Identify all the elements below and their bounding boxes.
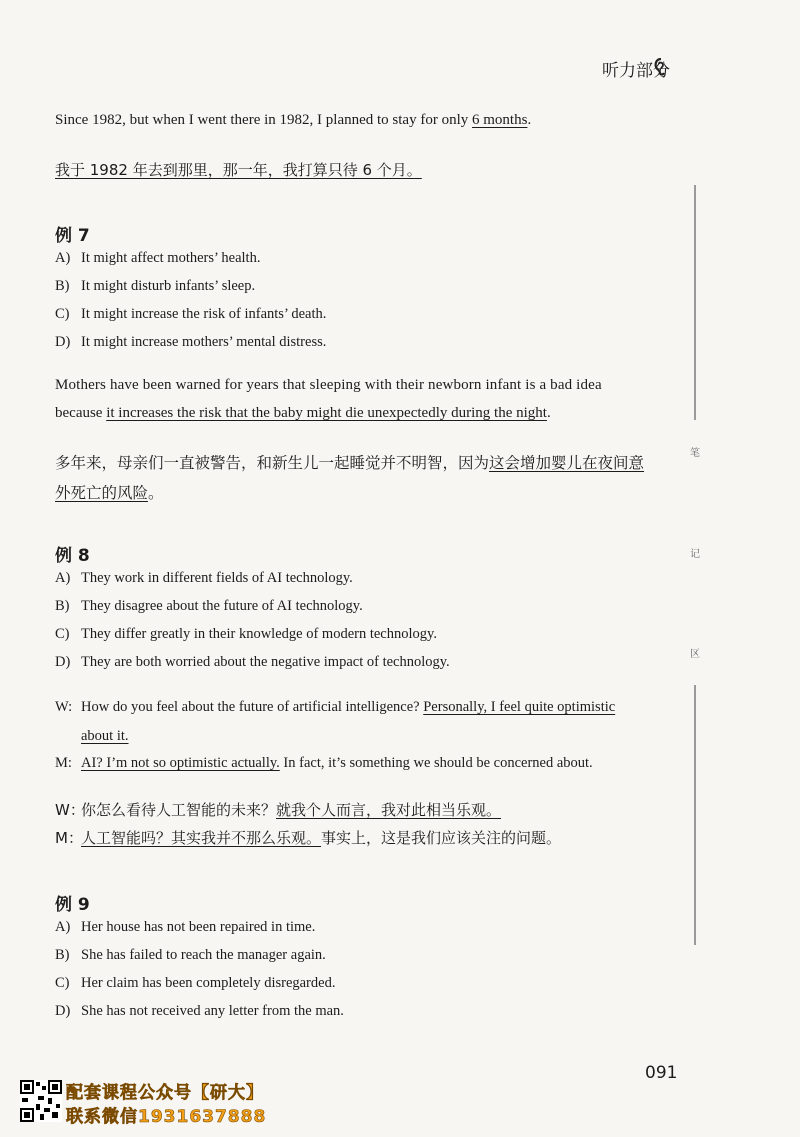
ex7-transcript-line-2: because it increases the risk that the baby might die unexpectedly during the night. — [55, 405, 551, 421]
example-7-title: 例 7 — [55, 226, 90, 246]
ex8-chinese-w: W：你怎么看待人工智能的未来？就我个人而言，我对此相当乐观。 — [55, 801, 502, 819]
watermark-line-2: 联系微信1931637888 — [66, 1107, 267, 1127]
ex8-option-c: C) They differ greatly in their knowledge of modern technology. — [55, 626, 437, 642]
ex7-chinese-line-1: 多年来，母亲们一直被警告，和新生儿一起睡觉并不明智，因为这会增加婴儿在夜间意 — [55, 454, 645, 472]
ear-icon — [652, 58, 670, 76]
example-9-title: 例 9 — [55, 895, 90, 915]
watermark-line-1: 配套课程公众号【研大】 — [66, 1083, 264, 1103]
section-header: 听力部分 — [602, 61, 670, 81]
ex8-dialogue-m: M: AI? I’m not so optimistic actually. In fact, it’s something we should be concerned about. — [55, 755, 593, 771]
ex9-option-c: C) Her claim has been completely disregarded. — [55, 975, 336, 991]
intro-chinese: 我于 1982 年去到那里，那一年，我打算只待 6 个月。 — [55, 161, 422, 179]
ex7-transcript-line-1: Mothers have been warned for years that sleeping with their newborn infant is a bad idea — [55, 377, 602, 393]
notes-sidebar-line-top — [694, 185, 696, 420]
notes-label-3: 区 — [690, 649, 700, 660]
example-8-title: 例 8 — [55, 546, 90, 566]
ex7-option-d: D) It might increase mothers’ mental distress. — [55, 334, 327, 350]
ex7-option-a: A) It might affect mothers’ health. — [55, 250, 261, 266]
notes-sidebar-line-bottom — [694, 685, 696, 945]
ex8-dialogue-w-cont: about it. — [81, 728, 129, 744]
intro-english: Since 1982, but when I went there in 1982, I planned to stay for only 6 months. — [55, 112, 532, 128]
ex8-chinese-m: M：人工智能吗？其实我并不那么乐观。事实上，这是我们应该关注的问题。 — [55, 829, 562, 847]
notes-label-2: 记 — [690, 549, 700, 560]
ex8-option-d: D) They are both worried about the negative impact of technology. — [55, 654, 450, 670]
ex9-option-b: B) She has failed to reach the manager again. — [55, 947, 326, 963]
ex9-option-d: D) She has not received any letter from the man. — [55, 1003, 344, 1019]
ex7-chinese-line-2: 外死亡的风险。 — [55, 484, 164, 502]
ex8-option-b: B) They disagree about the future of AI technology. — [55, 598, 363, 614]
qr-code-icon — [20, 1080, 62, 1122]
ex8-option-a: A) They work in different fields of AI technology. — [55, 570, 353, 586]
notes-label-1: 笔 — [690, 448, 700, 459]
page-number: 091 — [645, 1063, 678, 1083]
ex8-dialogue-w: W: How do you feel about the future of artificial intelligence? Personally, I feel quite optimistic — [55, 699, 616, 715]
ex7-option-c: C) It might increase the risk of infants’ death. — [55, 306, 327, 322]
ex9-option-a: A) Her house has not been repaired in time. — [55, 919, 316, 935]
ex7-option-b: B) It might disturb infants’ sleep. — [55, 278, 256, 294]
